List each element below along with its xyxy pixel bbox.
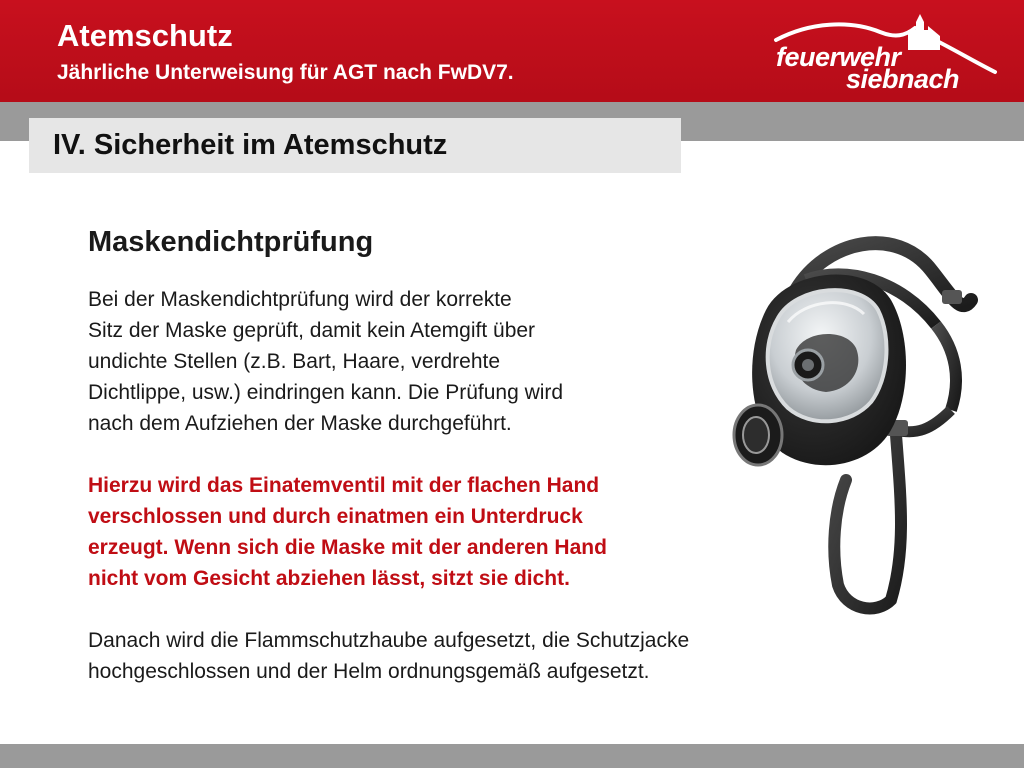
logo-text-siebnach: siebnach bbox=[846, 64, 960, 94]
paragraph-closing: Danach wird die Flammschutzhaube aufgesetzt, die Schutzjacke hochgeschlossen und der Helm ordnungsgemäß aufgesetzt. bbox=[88, 629, 690, 683]
section-title-box bbox=[29, 118, 681, 173]
paragraph-intro: Bei der Maskendichtprüfung wird der korrekte Sitz der Maske geprüft, damit kein Atemgift über undichte Stellen (z.B. Bart, Haare, verdrehte Dichtlippe, usw.) eindringen kann. Die Prüfung wird nach dem Aufziehen der Maske durchgeführt. bbox=[88, 288, 564, 435]
paragraph-spacer bbox=[88, 594, 828, 625]
paragraph-emphasis: Hierzu wird das Einatemventil mit der flachen Hand verschlossen und durch einatmen ein Unterdruck erzeugt. Wenn sich die Maske mit der anderen Hand nicht vom Gesicht abziehen lässt, sitzt sie dicht. bbox=[88, 474, 607, 590]
main-content bbox=[88, 222, 828, 687]
full-face-respirator-mask-icon bbox=[726, 230, 981, 615]
paragraph-spacer bbox=[88, 439, 828, 470]
content-heading: Maskendichtprüfung bbox=[88, 226, 374, 258]
footer-gray-band bbox=[0, 744, 1024, 768]
feuerwehr-logo bbox=[770, 10, 1000, 95]
header-title: Atemschutz bbox=[57, 18, 233, 53]
header-subtitle: Jährliche Unterweisung für AGT nach FwDV7. bbox=[57, 61, 514, 84]
section-title: IV. Sicherheit im Atemschutz bbox=[53, 129, 448, 161]
header-bar bbox=[0, 0, 1024, 102]
logo-text-feuerwehr: feuerwehr bbox=[776, 42, 901, 72]
